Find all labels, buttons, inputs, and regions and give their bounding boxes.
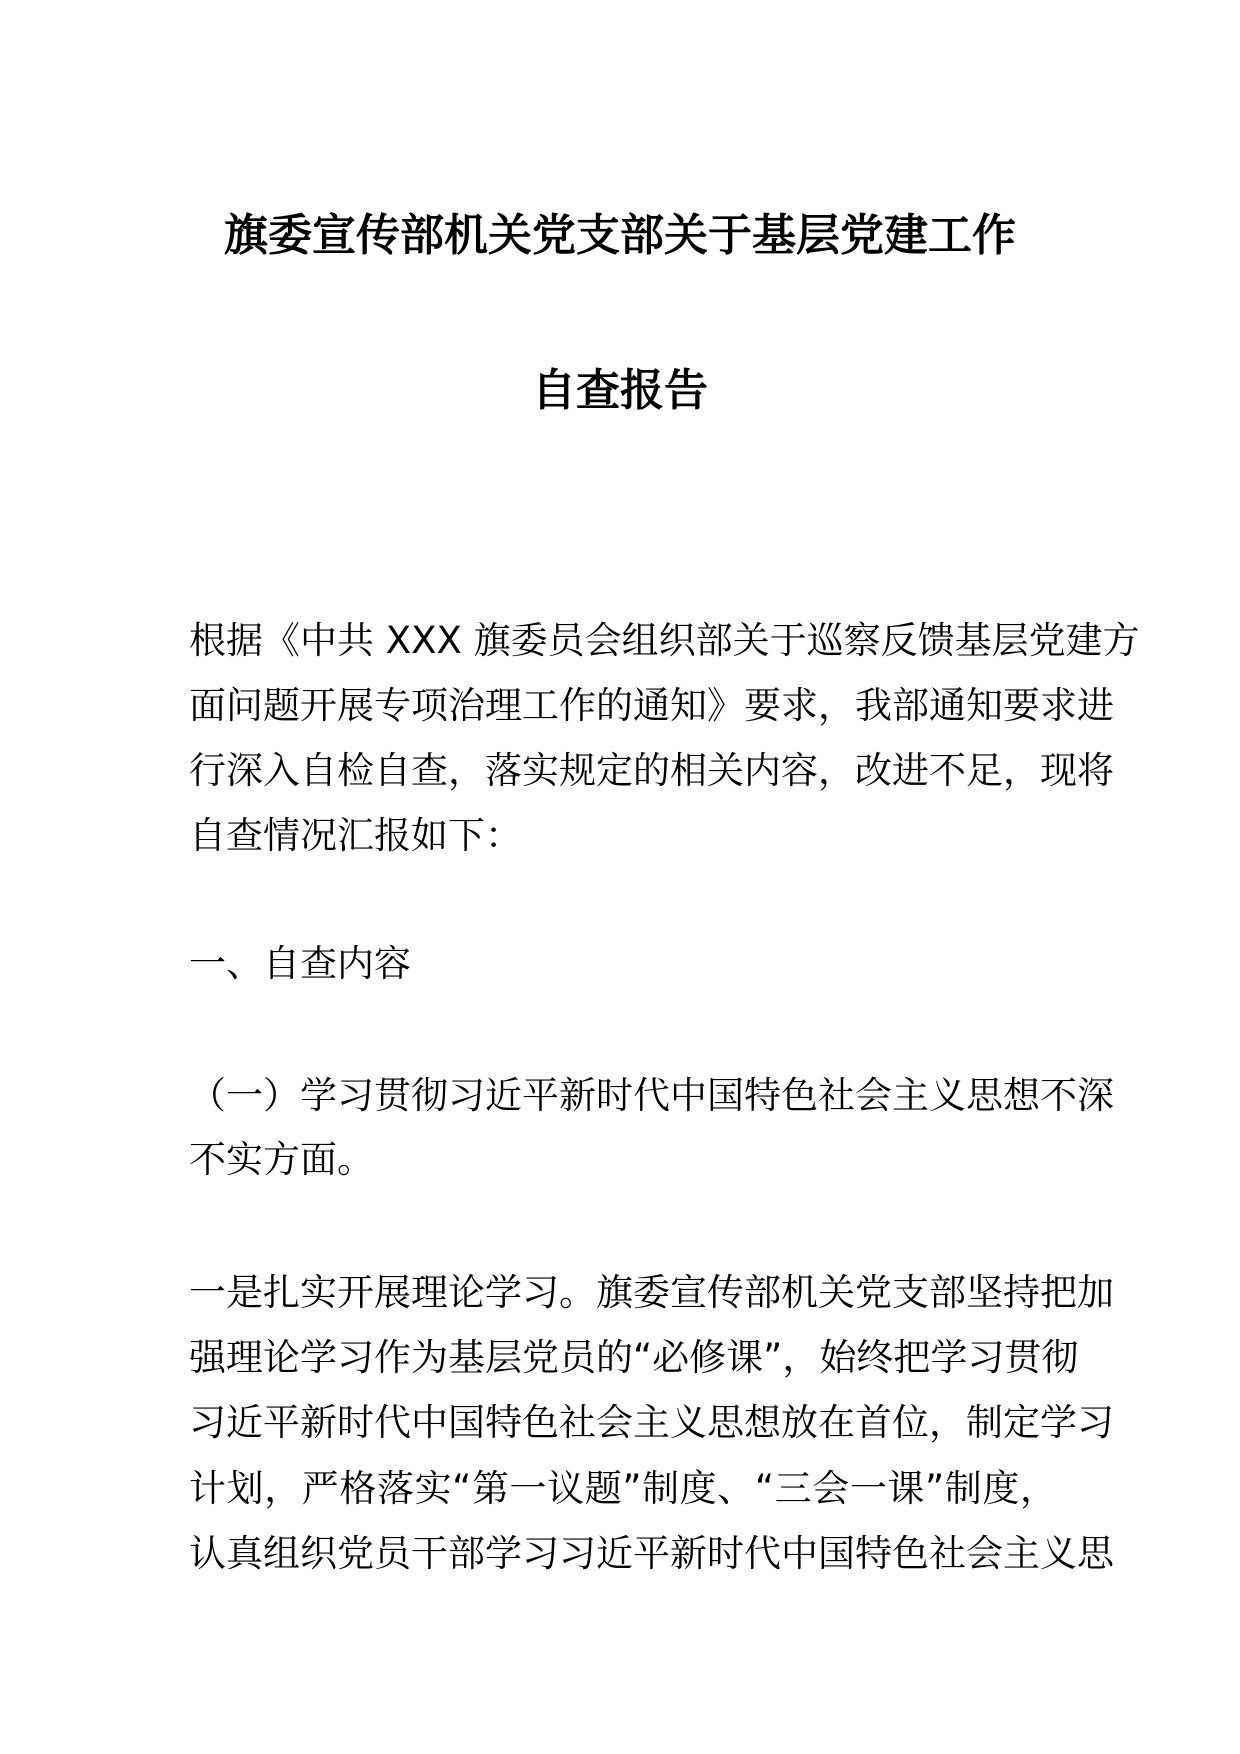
- paragraph-line: 强理论学习作为基层党员的“必修课”，始终把学习贯彻: [189, 1336, 1079, 1379]
- document-title-line-2: 自查报告: [532, 365, 708, 416]
- intro-line: 面问题开展专项治理工作的通知》要求，我部通知要求进: [189, 684, 1114, 727]
- subsection-heading-line: 不实方面。: [189, 1138, 374, 1181]
- intro-line: 行深入自检自查，落实规定的相关内容，改进不足，现将: [189, 749, 1114, 792]
- intro-line: 根据《中共 XXX 旗委员会组织部关于巡察反馈基层党建方: [189, 619, 1140, 662]
- paragraph-line: 计划，严格落实“第一议题”制度、“三会一课”制度，: [189, 1467, 1057, 1510]
- paragraph-line: 认真组织党员干部学习习近平新时代中国特色社会主义思: [189, 1532, 1114, 1575]
- intro-line: 自查情况汇报如下：: [189, 814, 522, 857]
- subsection-heading-line: （一）学习贯彻习近平新时代中国特色社会主义思想不深: [189, 1074, 1114, 1117]
- document-title-line-1: 旗委宣传部机关党支部关于基层党建工作: [224, 210, 1016, 261]
- section-heading: 一、自查内容: [189, 942, 411, 985]
- paragraph-line: 一是扎实开展理论学习。旗委宣传部机关党支部坚持把加: [189, 1271, 1114, 1314]
- paragraph-line: 习近平新时代中国特色社会主义思想放在首位，制定学习: [189, 1401, 1114, 1444]
